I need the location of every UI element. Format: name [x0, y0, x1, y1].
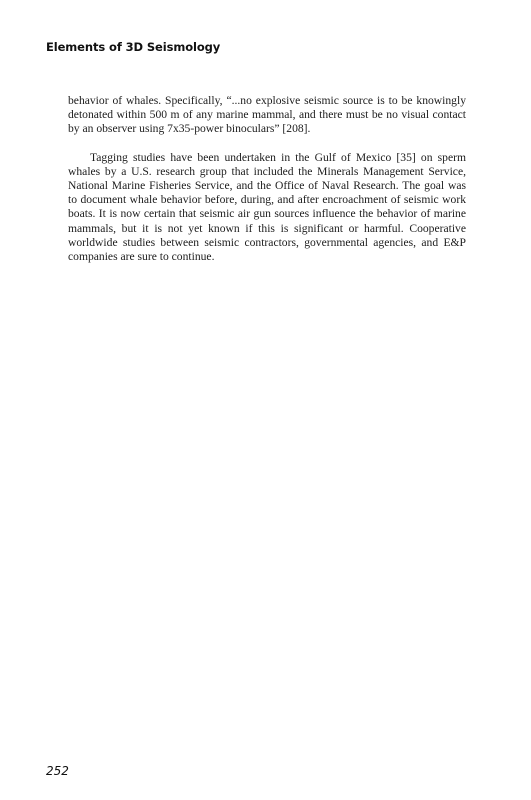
paragraph-tagging-studies: Tagging studies have been undertaken in the Gulf of Mexico [35] on sperm whales by a U.S. research group that included the Minerals Management Service, National Marine Fisheries Service, and the Office of Naval Research. The goal was to document whale behavior before, during, and after encroachment of seismic work boats. It is now certain that seismic air gun sources influence the behavior of marine mammals, but it is not yet known if this is significant or harmful. Cooperative worldwide studies between seismic contractors, governmental agencies, and E&P companies are sure to continue.: [68, 150, 466, 264]
paragraph-continued: behavior of whales. Specifically, “...no explosive seismic source is to be knowingly detonated within 500 m of any marine mammal, and there must be no visual contact by an observer using 7x35-power binoculars” [208].: [68, 94, 466, 136]
running-header-title: Elements of 3D Seismology: [46, 40, 221, 54]
body-text: [68, 94, 466, 264]
page-number: 252: [46, 764, 69, 778]
